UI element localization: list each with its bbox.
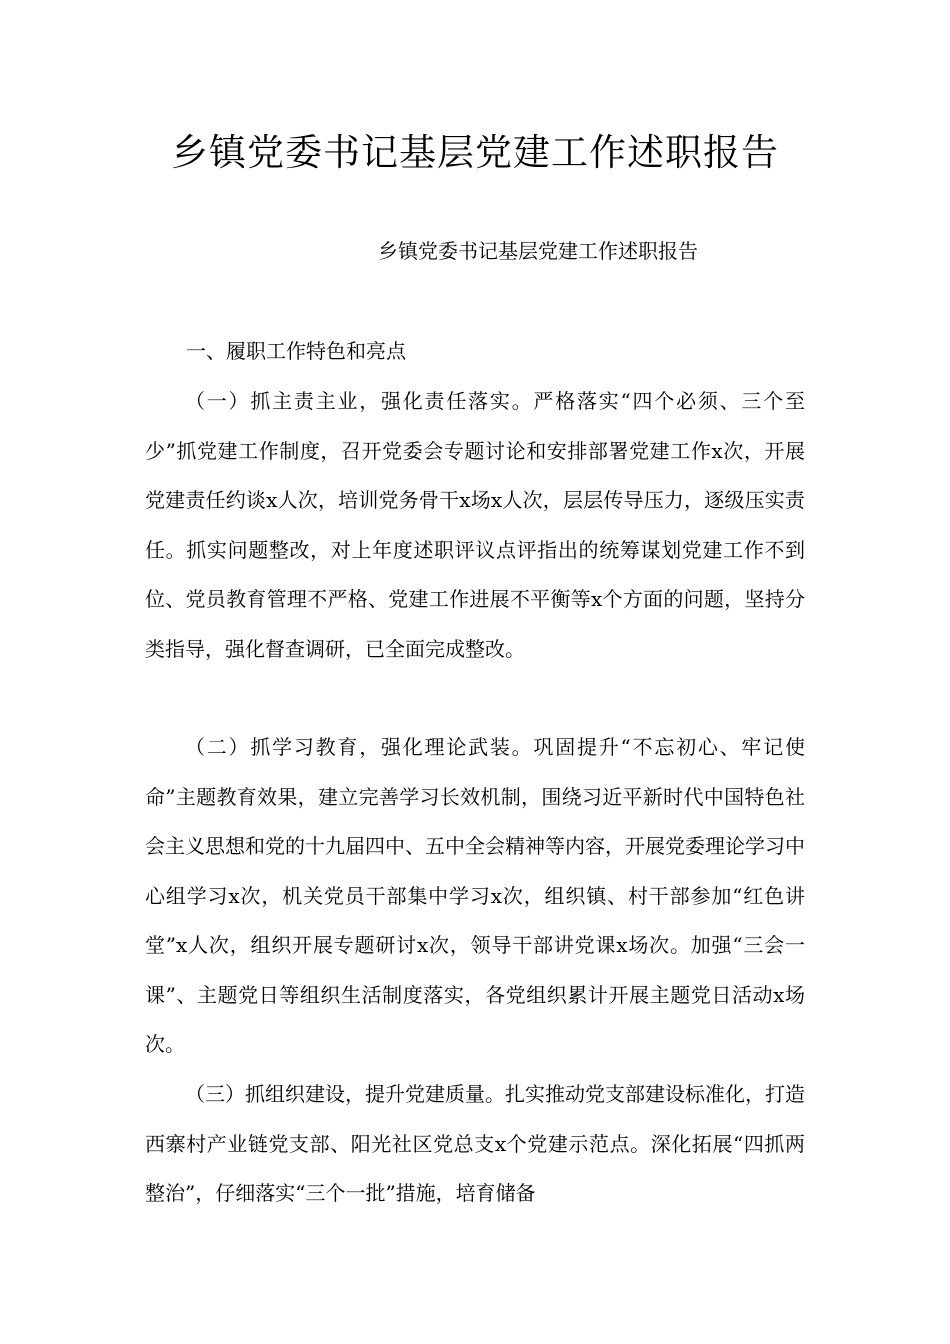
document-subtitle: 乡镇党委书记基层党建工作述职报告 bbox=[378, 239, 698, 263]
body-paragraph-2: （二）抓学习教育，强化理论武装。巩固提升“不忘初心、牢记使命”主题教育效果，建立完善学习长效机制，围绕习近平新时代中国特色社会主义思想和党的十九届四中、五中全会精神等内容，开展党委理论学习中心组学习x次，机关党员干部集中学习x次，组织镇、村干部参加“红色讲堂”x人次，组织开展专题研讨x次，领导干部讲党课x场次。加强“三会一课”、主题党日等组织生活制度落实，各党组织累计开展主题党日活动x场次。 bbox=[145, 735, 805, 1056]
body-paragraph-3: （三）抓组织建设，提升党建质量。扎实推动党支部建设标准化，打造西寨村产业链党支部、阳光社区党总支x个党建示范点。深化拓展“四抓两整治”，仔细落实“三个一批”措施，培育储备 bbox=[145, 1082, 805, 1205]
section-heading: 一、履职工作特色和亮点 bbox=[186, 339, 406, 363]
document-title: 乡镇党委书记基层党建工作述职报告 bbox=[171, 131, 779, 174]
body-paragraph-1: （一）抓主责主业，强化责任落实。严格落实“四个必须、三个至少”抓党建工作制度，召开党委会专题讨论和安排部署党建工作x次，开展党建责任约谈x人次，培训党务骨干x场x人次，层层传导压力，逐级压实责任。抓实问题整改，对上年度述职评议点评指出的统筹谋划党建工作不到位、党员教育管理不严格、党建工作进展不平衡等x个方面的问题，坚持分类指导，强化督查调研，已全面完成整改。 bbox=[145, 389, 805, 661]
